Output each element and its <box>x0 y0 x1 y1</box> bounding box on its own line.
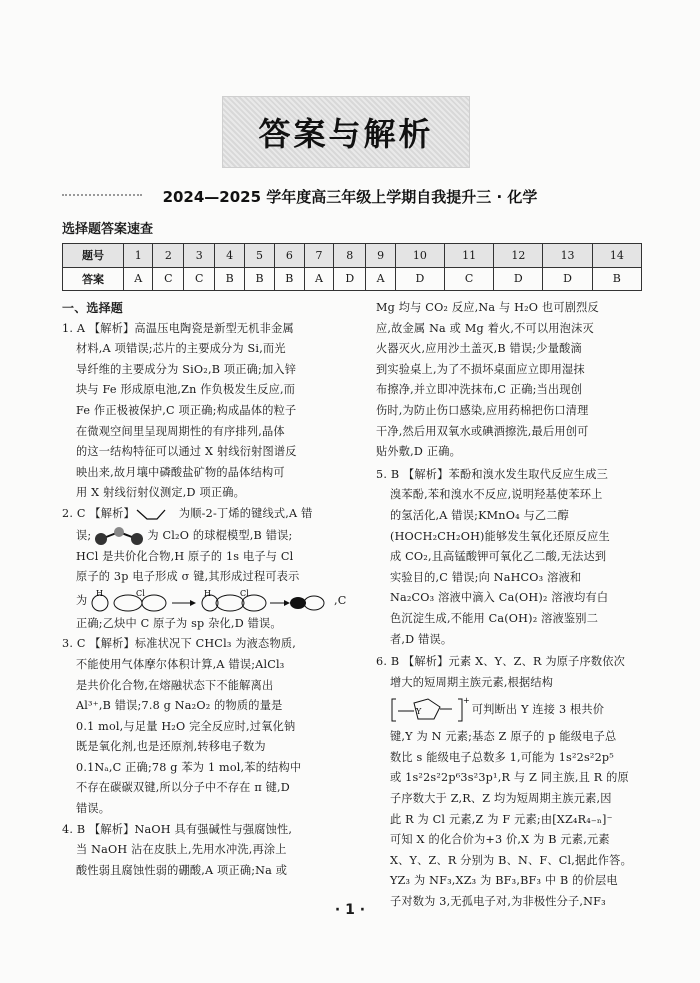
answer-cell: A <box>124 267 153 291</box>
orbital-label: H <box>96 588 104 598</box>
imidazolium-ring-icon <box>390 695 468 725</box>
q4-head: 4. B 【解析】NaOH 具有强碱性与强腐蚀性, <box>62 822 293 836</box>
question-number-cell: 3 <box>184 244 215 268</box>
orbital-label: Cl <box>136 588 146 598</box>
orbital-tail: ,C <box>334 593 347 607</box>
text-line: 不存在碳碳双键,所以分子中不存在 π 键,D <box>76 781 290 795</box>
text-line: 者,D 错误。 <box>390 632 453 646</box>
q6-ring-tail: 可判断出 Y 连接 3 根共价 <box>471 703 605 717</box>
orbital-label: Cl <box>240 588 250 598</box>
table-header-cell: 题号 <box>63 244 124 268</box>
question-number-cell: 1 <box>124 244 153 268</box>
question-number-cell: 14 <box>592 244 641 268</box>
q1-body <box>62 339 358 504</box>
text-line: 是共价化合物,在熔融状态下不能解离出 <box>76 678 274 692</box>
text-line: 0.1 mol,与足量 H₂O 完全反应时,过氧化钠 <box>76 719 296 733</box>
q4-continued <box>376 298 644 463</box>
answer-cell: B <box>592 267 641 291</box>
page-title: 答案与解析 <box>258 115 434 153</box>
ring-label: Y <box>416 707 422 717</box>
question-number-row <box>63 244 642 268</box>
text-line: 色沉淀生成,不能用 Ca(OH)₂ 溶液鉴别二 <box>390 611 599 625</box>
q2-mol-pre: 误; <box>76 528 92 542</box>
title-banner <box>222 96 470 168</box>
cl2o-ball-model-icon <box>91 525 147 547</box>
text-line: 布擦净,并立即冲洗抹布,C 正确;当出现创 <box>376 383 583 397</box>
text-line: 映出来,故月壤中磷酸盐矿物的晶体结构可 <box>76 465 285 479</box>
orbital-overlap-diagram <box>90 588 330 614</box>
text-line: 错误。 <box>76 802 111 816</box>
text-line: 到实验桌上,为了不损坏桌面应立即用湿抹 <box>376 362 585 376</box>
text-line: 可知 X 的化合价为+3 价,X 为 B 元素,元素 <box>390 833 610 847</box>
text-line: 贴外敷,D 正确。 <box>376 445 462 459</box>
question-number-cell: 7 <box>304 244 333 268</box>
text-line: (HOCH₂CH₂OH)能够发生氧化还原反应生 <box>390 529 610 543</box>
answer-cell: A <box>304 267 333 291</box>
answer-cell: C <box>184 267 215 291</box>
text-line: 材料,A 项错误;芯片的主要成分为 Si,而光 <box>76 342 286 356</box>
text-line: Mg 均与 CO₂ 反应,Na 与 H₂O 也可剧烈反 <box>376 301 599 314</box>
text-line: 当 NaOH 沾在皮肤上,先用水冲洗,再涂上 <box>76 843 287 857</box>
q5-head: 5. B 【解析】苯酚和溴水发生取代反应生成三 <box>376 467 608 481</box>
text-line: 键,Y 为 N 元素;基态 Z 原子的 p 能级电子总 <box>390 730 617 744</box>
orbital-prefix: 为 <box>76 593 88 607</box>
text-line: 子序数大于 Z,R、Z 均为短周期主族元素,因 <box>390 792 612 806</box>
answer-table <box>62 243 642 291</box>
q2-label: 2. C 【解析】 <box>62 506 135 520</box>
answer-cell: B <box>245 267 275 291</box>
text-line: 伤时,为防止伤口感染,应用药棉把伤口清理 <box>376 403 589 417</box>
text-line: 0.1Nₐ,C 正确;78 g 苯为 1 mol,苯的结构中 <box>76 760 302 774</box>
text-line: 数比 s 能级电子总数多 1,可能为 1s²2s²2p⁵ <box>390 750 614 764</box>
question-number-cell: 13 <box>543 244 592 268</box>
q6-ring-line <box>376 693 644 727</box>
text-line: 原子的 3p 电子形成 σ 键,其形成过程可表示 <box>76 570 300 584</box>
text-line: 的氢活化,A 错误;KMnO₄ 与乙二醇 <box>390 508 570 522</box>
q2-head <box>62 504 358 525</box>
text-line: Na₂CO₃ 溶液中滴入 Ca(OH)₂ 溶液均有白 <box>390 591 609 605</box>
q3-body <box>62 655 358 820</box>
answer-row <box>63 267 642 291</box>
text-line: 或 1s²2s²2p⁶3s²3p¹,R 与 Z 同主族,且 R 的原 <box>390 771 629 785</box>
answer-cell: D <box>494 267 543 291</box>
exam-subtitle <box>0 186 700 207</box>
q2-end: 正确;乙炔中 C 原子为 sp 杂化,D 错误。 <box>76 616 282 630</box>
question-number-cell: 9 <box>366 244 395 268</box>
answer-cell: C <box>153 267 184 291</box>
question-number-cell: 2 <box>153 244 184 268</box>
q2-mol-line <box>62 525 358 547</box>
question-number-cell: 10 <box>395 244 444 268</box>
question-number-cell: 12 <box>494 244 543 268</box>
q6-head: 6. B 【解析】元素 X、Y、Z、R 为原子序数依次 <box>376 655 626 669</box>
q2-mol-tail: 为 Cl₂O 的球棍模型,B 错误; <box>147 528 293 542</box>
q5-body <box>376 485 644 650</box>
text-line: 干净,然后用双氧水或碘酒擦洗,最后用创可 <box>376 424 589 438</box>
text-line: HCl 是共价化合物,H 原子的 1s 电子与 Cl <box>76 549 294 563</box>
answer-cell: D <box>543 267 592 291</box>
text-line: 既是氧化剂,也是还原剂,转移电子数为 <box>76 740 266 754</box>
question-number-cell: 4 <box>215 244 245 268</box>
text-line: 成 CO₂,且高锰酸钾可氧化乙二酸,无法达到 <box>390 550 607 564</box>
answer-cell: B <box>215 267 245 291</box>
text-line: 应,故金属 Na 或 Mg 着火,不可以用泡沫灭 <box>376 321 594 335</box>
question-number-cell: 11 <box>444 244 493 268</box>
text-line: 导纤维的主要成分为 SiO₂,B 项正确;加入锌 <box>76 362 297 376</box>
q2-orbital-line <box>62 588 358 614</box>
svg-text:+: + <box>463 696 470 706</box>
text-line: 在微观空间里呈现周期性的有序排列,晶体 <box>76 424 285 438</box>
q6-body <box>376 727 644 912</box>
answer-cell: C <box>444 267 493 291</box>
answer-cell: D <box>334 267 366 291</box>
section-heading: 一、选择题 <box>62 301 124 315</box>
text-line: 实验目的,C 错误;向 NaHCO₃ 溶液和 <box>390 570 582 584</box>
text-line: X、Y、Z、R 分别为 B、N、F、Cl,据此作答。 <box>390 853 632 867</box>
answer-cell: B <box>274 267 304 291</box>
answer-cell: D <box>395 267 444 291</box>
orbital-label: H <box>204 588 212 598</box>
text-line: 用 X 射线衍射仪测定,D 项正确。 <box>76 486 246 500</box>
page-number: · 1 · <box>334 902 366 918</box>
text-line: Fe 作正极被保护,C 项正确;构成晶体的粒子 <box>76 403 297 417</box>
text-line: 不能使用气体摩尔体积计算,A 错误;AlCl₃ <box>76 657 285 671</box>
text-line: 块与 Fe 形成原电池,Zn 作负极发生反应,而 <box>76 383 296 397</box>
dotted-leader <box>62 194 142 196</box>
q4-body <box>62 840 358 881</box>
text-line: Al³⁺,B 错误;7.8 g Na₂O₂ 的物质的量是 <box>76 699 283 713</box>
subtitle-text: 2024—2025 学年度高三年级上学期自我提升三 · 化学 <box>162 188 538 206</box>
right-column <box>376 298 644 913</box>
text-line: 酸性弱且腐蚀性弱的硼酸,A 项正确;Na 或 <box>76 863 288 877</box>
text-line: 的这一结构特征可以通过 X 射线衍射图谱反 <box>76 445 297 459</box>
q1-head: 1. A 【解析】高温压电陶瓷是新型无机非金属 <box>62 321 294 335</box>
answer-cell: A <box>366 267 395 291</box>
text-line: 溴苯酚,苯和溴水不反应,说明羟基使苯环上 <box>390 488 603 502</box>
left-column <box>62 298 358 881</box>
question-number-cell: 5 <box>245 244 275 268</box>
butene-skeletal-icon <box>135 506 179 522</box>
text-line: 此 R 为 Cl 元素,Z 为 F 元素;由[XZ₄R₄₋ₙ]⁻ <box>390 812 613 826</box>
question-number-cell: 6 <box>274 244 304 268</box>
text-line: 火器灭火,应用沙土盖灭,B 错误;少量酸滴 <box>376 342 582 356</box>
q3-head: 3. C 【解析】标准状况下 CHCl₃ 为液态物质, <box>62 637 296 651</box>
q2-body <box>62 547 358 588</box>
text-line: YZ₃ 为 NF₃,XZ₃ 为 BF₃,BF₃ 中 B 的价层电 <box>390 874 618 888</box>
text-line: 子对数为 3,无孤电子对,为非极性分子,NF₃ <box>390 895 606 909</box>
q2-tail: 为顺-2-丁烯的键线式,A 错 <box>178 506 313 520</box>
table-header-cell: 答案 <box>63 267 124 291</box>
question-number-cell: 8 <box>334 244 366 268</box>
q6-line1: 增大的短周期主族元素,根据结构 <box>390 675 554 689</box>
quick-check-label: 选择题答案速查 <box>62 222 154 237</box>
